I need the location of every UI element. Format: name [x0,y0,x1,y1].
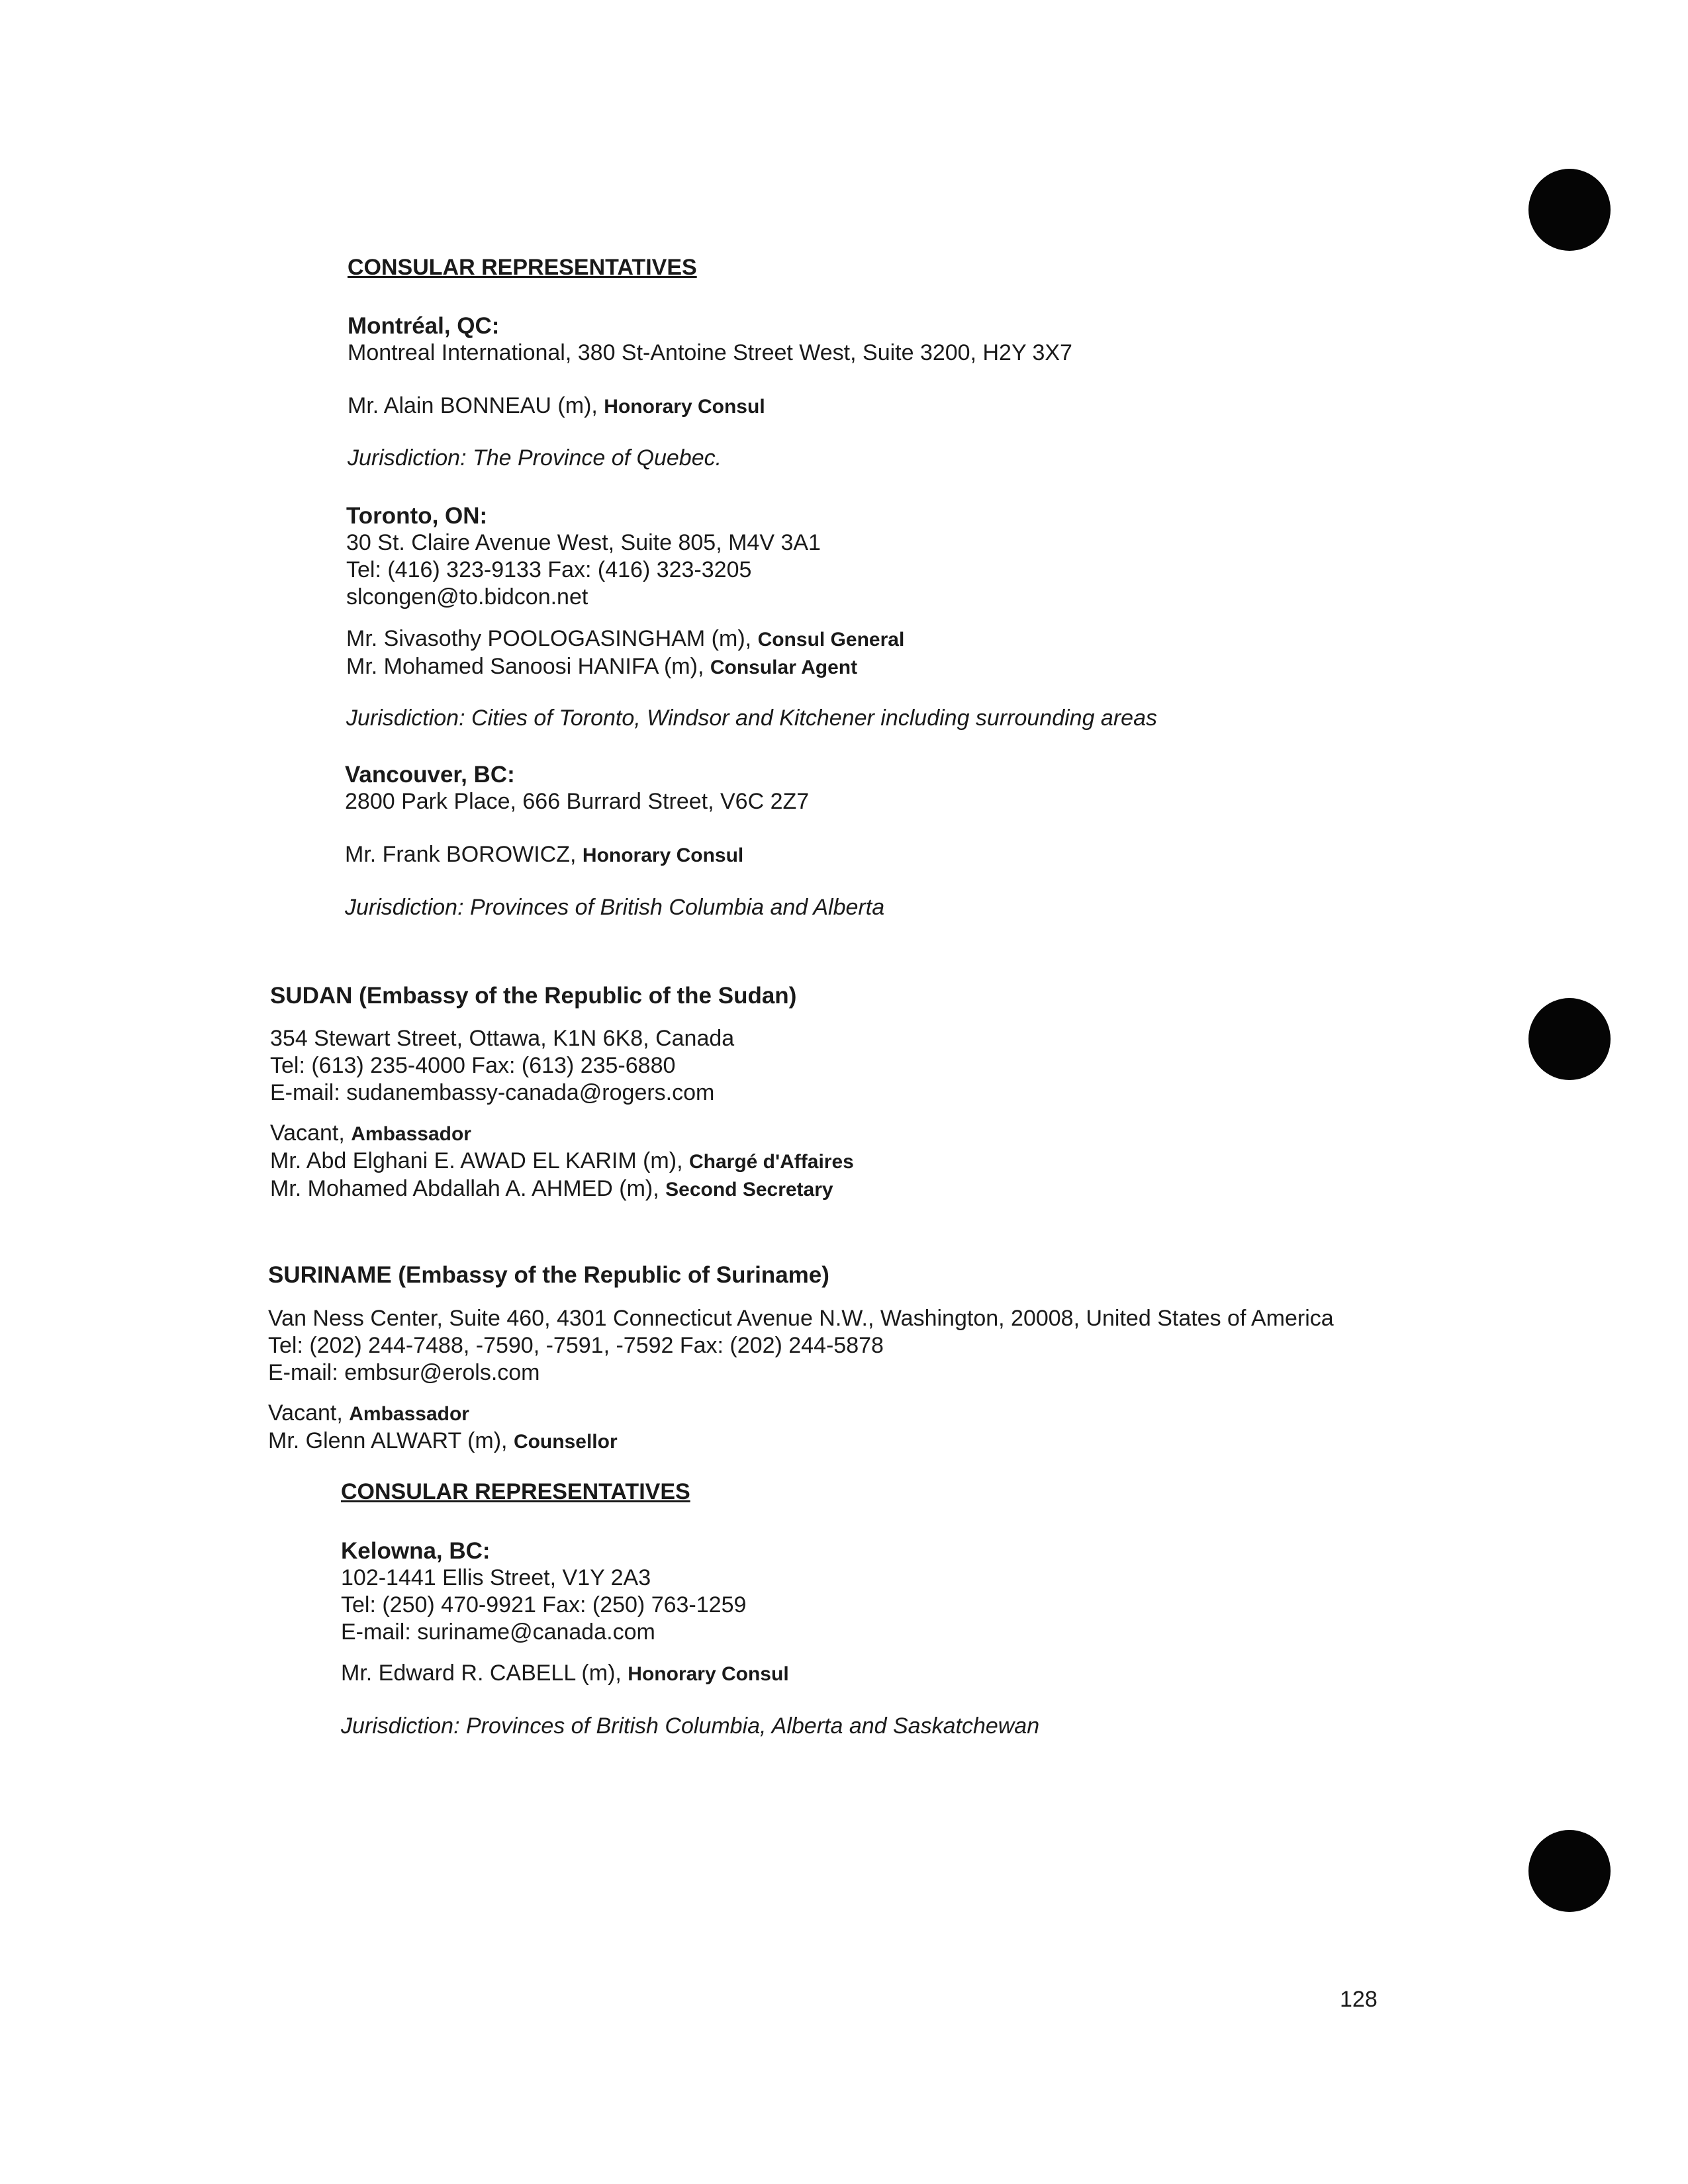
punch-hole-bottom [1528,1830,1611,1912]
person-title: Counsellor [513,1431,618,1453]
person-name: Mr. Mohamed Sanoosi HANIFA (m), [346,654,704,679]
toronto-city: Toronto, ON: [346,503,488,529]
kelowna-jurisdiction: Jurisdiction: Provinces of British Columbia, Alberta and Saskatchewan [341,1713,1040,1739]
vancouver-entry [345,761,809,815]
suriname-address: Van Ness Center, Suite 460, 4301 Connecticut Avenue N.W., Washington, 20008, United States of America [268,1306,1334,1331]
sudan-heading: SUDAN (Embassy of the Republic of the Sudan) [270,983,797,1009]
sudan-address: 354 Stewart Street, Ottawa, K1N 6K8, Canada [270,1026,735,1051]
punch-hole-middle [1528,998,1611,1080]
punch-hole-top [1528,169,1611,251]
consular-header [348,254,697,281]
montreal-entry [348,312,1072,367]
kelowna-entry [341,1537,746,1646]
person-title: Ambassador [351,1123,471,1145]
page-number: 128 [1340,1987,1378,2012]
kelowna-city: Kelowna, BC: [341,1538,491,1564]
vancouver-address: 2800 Park Place, 666 Burrard Street, V6C 2Z7 [345,789,810,814]
suriname-email: E-mail: embsur@erols.com [268,1360,540,1385]
toronto-persons [346,625,904,681]
person-name: Mr. Sivasothy POOLOGASINGHAM (m), [346,626,752,651]
montreal-jurisdiction: Jurisdiction: The Province of Quebec. [348,445,722,471]
suriname-heading: SURINAME (Embassy of the Republic of Suriname) [268,1262,829,1288]
person-name: Mr. Glenn ALWART (m), [268,1428,508,1453]
toronto-address: 30 St. Claire Avenue West, Suite 805, M4V 3A1 [346,530,821,555]
toronto-email: slcongen@to.bidcon.net [346,584,588,610]
person-name: Mr. Abd Elghani E. AWAD EL KARIM (m), [270,1148,683,1173]
person-title: Second Secretary [665,1179,833,1201]
vancouver-jurisdiction: Jurisdiction: Provinces of British Columbia and Alberta [345,895,885,920]
montreal-address: Montreal International, 380 St-Antoine Street West, Suite 3200, H2Y 3X7 [348,340,1072,365]
person-title: Ambassador [349,1403,469,1425]
person-title: Honorary Consul [604,396,765,418]
person-name: Mr. Mohamed Abdallah A. AHMED (m), [270,1176,659,1201]
kelowna-tel: Tel: (250) 470-9921 Fax: (250) 763-1259 [341,1592,747,1617]
person-name: Mr. Edward R. CABELL (m), [341,1661,622,1686]
toronto-entry [346,502,821,611]
person-name: Mr. Alain BONNEAU (m), [348,393,598,418]
person-name: Vacant, [268,1400,343,1426]
person-title: Chargé d'Affaires [688,1151,854,1173]
suriname-persons [268,1400,618,1455]
vancouver-city: Vancouver, BC: [345,762,515,788]
suriname-consular-header: CONSULAR REPRESENTATIVES [341,1479,690,1504]
person-name: Vacant, [270,1120,345,1146]
toronto-jurisdiction: Jurisdiction: Cities of Toronto, Windsor and Kitchener including surrounding areas [346,705,1157,731]
sudan-contact [270,1025,734,1107]
person-name: Mr. Frank BOROWICZ, [345,842,577,867]
toronto-tel: Tel: (416) 323-9133 Fax: (416) 323-3205 [346,557,752,582]
kelowna-email: E-mail: suriname@canada.com [341,1619,655,1645]
person-title: Consular Agent [710,657,858,678]
vancouver-person [345,841,743,869]
suriname-contact [268,1305,1334,1387]
suriname-tel: Tel: (202) 244-7488, -7590, -7591, -7592 Fax: (202) 244-5878 [268,1333,884,1358]
consular-header-text: CONSULAR REPRESENTATIVES [348,255,697,280]
kelowna-address: 102-1441 Ellis Street, V1Y 2A3 [341,1565,651,1590]
person-title: Honorary Consul [628,1663,789,1685]
sudan-persons [270,1120,854,1203]
sudan-tel: Tel: (613) 235-4000 Fax: (613) 235-6880 [270,1053,676,1078]
sudan-email: E-mail: sudanembassy-canada@rogers.com [270,1080,715,1105]
person-title: Consul General [757,629,905,651]
kelowna-person [341,1660,789,1688]
montreal-city: Montréal, QC: [348,313,500,339]
person-title: Honorary Consul [582,844,744,866]
montreal-person [348,392,765,420]
